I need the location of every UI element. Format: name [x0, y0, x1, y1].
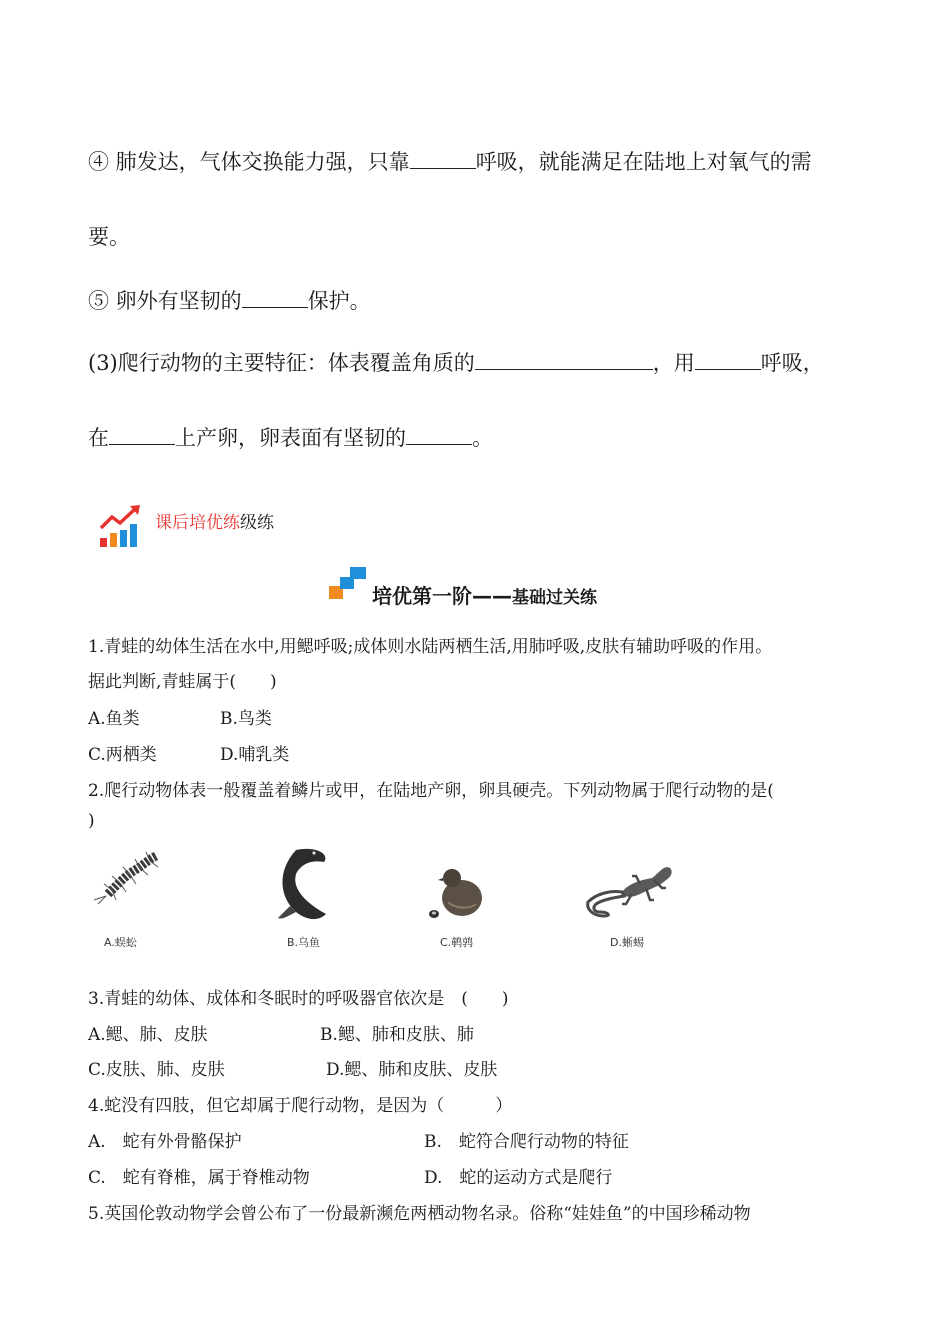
item3-mid: ，用	[652, 351, 695, 375]
q3-stem: 3.青蛙的幼体、成体和冬眠时的呼吸器官依次是 ( )	[88, 989, 509, 1009]
snakehead-fish-image[interactable]	[266, 844, 336, 926]
q1-option-c[interactable]: C.两栖类	[88, 745, 157, 765]
quail-image[interactable]	[424, 862, 494, 924]
q2-stem-line1: 2.爬行动物体表一般覆盖着鳞片或甲，在陆地产卵，卵具硬壳。下列动物属于爬行动物的是(	[88, 781, 774, 801]
item5-after: 保护。	[307, 289, 371, 313]
answer-blank[interactable]	[695, 350, 761, 370]
stairs-icon	[328, 566, 368, 600]
q3-option-c[interactable]: C.皮肤、肺、皮肤	[88, 1060, 225, 1080]
q4-stem: 4.蛇没有四肢，但它却属于爬行动物，是因为（ ）	[88, 1096, 513, 1116]
q4-option-a[interactable]: A. 蛇有外骨骼保护	[88, 1132, 242, 1152]
lizard-image[interactable]	[582, 854, 678, 924]
item5-before: ⑤ 卵外有坚韧的	[88, 289, 242, 313]
item3-line2-a: 在	[88, 426, 109, 450]
item4-line	[88, 146, 812, 176]
q1-option-a[interactable]: A.鱼类	[88, 709, 140, 729]
caption-b: B.乌鱼	[287, 936, 321, 949]
q1-stem-line2: 据此判断,青蛙属于( )	[88, 672, 277, 692]
q4-option-b[interactable]: B. 蛇符合爬行动物的特征	[424, 1132, 629, 1152]
q1-option-b[interactable]: B.鸟类	[220, 709, 272, 729]
item3-before: (3)爬行动物的主要特征：体表覆盖角质的	[88, 351, 475, 375]
item3-line2-b: 上产卵，卵表面有坚韧的	[175, 426, 406, 450]
item3-line1	[88, 347, 824, 377]
item4-continued: 要。	[88, 225, 130, 249]
item3-line2	[88, 422, 493, 452]
heading-main: 培优第一阶——	[372, 584, 512, 608]
item4-after: 呼吸，就能满足在陆地上对氧气的需	[475, 150, 812, 174]
section-title-red: 课后培优练	[155, 513, 240, 533]
answer-blank[interactable]	[410, 149, 476, 169]
q1-stem-line1: 1.青蛙的幼体生活在水中,用鳃呼吸;成体则水陆两栖生活,用肺呼吸,皮肤有辅助呼吸的作用。	[88, 637, 773, 657]
growth-chart-icon	[98, 504, 144, 548]
item4-before: ④ 肺发达，气体交换能力强，只靠	[88, 150, 410, 174]
caption-c: C.鹌鹑	[440, 936, 474, 949]
q3-option-d[interactable]: D.鳃、肺和皮肤、皮肤	[326, 1060, 498, 1080]
q4-option-d[interactable]: D. 蛇的运动方式是爬行	[424, 1168, 613, 1188]
centipede-image[interactable]	[90, 846, 170, 906]
answer-blank[interactable]	[475, 350, 653, 370]
answer-blank[interactable]	[406, 425, 472, 445]
item5-line	[88, 285, 371, 315]
item3-line2-c: 。	[472, 426, 493, 450]
section-title-black: 级练	[240, 513, 274, 533]
q1-option-d[interactable]: D.哺乳类	[220, 745, 290, 765]
q4-option-c[interactable]: C. 蛇有脊椎，属于脊椎动物	[88, 1168, 310, 1188]
caption-d: D.蜥蜴	[610, 936, 644, 949]
section-title	[155, 508, 274, 533]
q3-option-b[interactable]: B.鳃、肺和皮肤、肺	[320, 1025, 474, 1045]
answer-blank[interactable]	[109, 425, 175, 445]
answer-blank[interactable]	[242, 288, 308, 308]
q5-stem-line1: 5.英国伦敦动物学会曾公布了一份最新濒危两栖动物名录。俗称“娃娃鱼”的中国珍稀动物	[88, 1204, 751, 1224]
q2-stem-line2: )	[88, 811, 95, 831]
heading-sub: 基础过关练	[512, 588, 597, 608]
tier-heading	[372, 580, 597, 609]
q3-option-a[interactable]: A.鳃、肺、皮肤	[88, 1025, 208, 1045]
caption-a: A.蜈蚣	[104, 936, 137, 949]
item3-after: 呼吸，	[760, 351, 824, 375]
